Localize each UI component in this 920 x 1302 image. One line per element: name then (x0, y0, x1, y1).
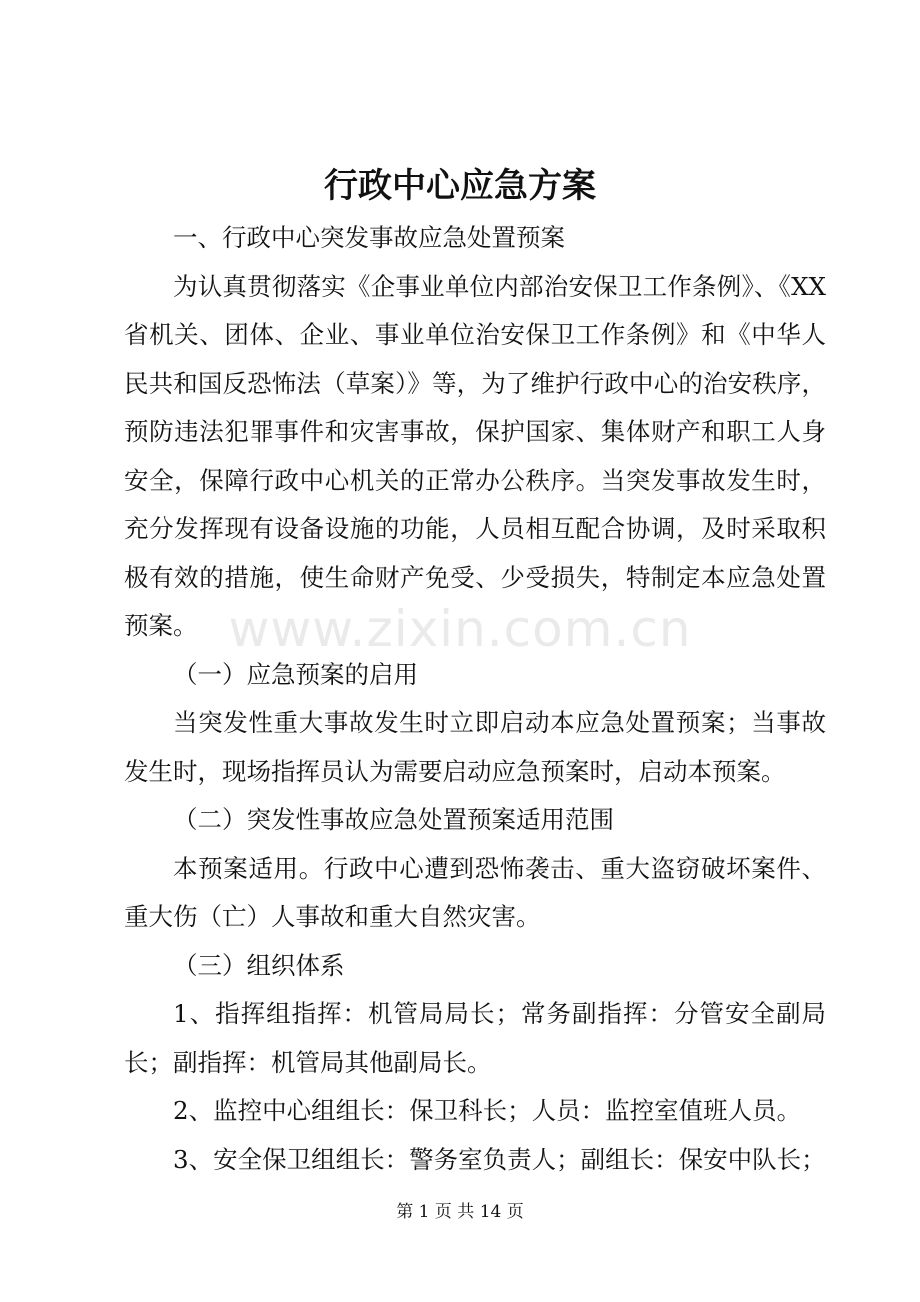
list-item: 1、指挥组指挥：机管局局长；常务副指挥：分管安全副局长；副指挥：机管局其他副局长。 (124, 999, 826, 1077)
section-heading: 一、行政中心突发事故应急处置预案 (173, 223, 565, 252)
body-paragraph: 当突发性重大事故发生时立即启动本应急处置预案；当事故发生时，现场指挥员认为需要启动应急预案时，启动本预案。 (124, 708, 826, 786)
body-paragraph: 本预案适用。行政中心遭到恐怖袭击、重大盗窃破坏案件、重大伤（亡）人事故和重大自然灾害。 (124, 853, 826, 931)
list-item: 3、安全保卫组组长：警务室负责人；副组长：保安中队长； (173, 1144, 826, 1174)
body-paragraph: 为认真贯彻落实《企事业单位内部治安保卫工作条例》、《XX省机关、团体、企业、事业单位治安保卫工作条例》和《中华人民共和国反恐怖法（草案）》等，为了维护行政中心的治安秩序，预防违法犯罪事件和灾害事故，保护国家、集体财产和职工人身安全，保障行政中心机关的正常办公秩序。当突发事故发生时，充分发挥现有设备设施的功能，人员相互配合协调，及时采取积极有效的措施，使生命财产免受、少受损失，特制定本应急处置预案。 (124, 271, 826, 640)
subsection-heading: （三）组织体系 (173, 950, 345, 980)
list-item: 2、监控中心组组长：保卫科长；人员：监控室值班人员。 (173, 1096, 802, 1125)
page-footer: 第 1 页 共 14 页 (396, 1202, 524, 1222)
watermark: www.zixin.com.cn (228, 600, 692, 658)
subsection-heading: （二）突发性事故应急处置预案适用范围 (173, 805, 614, 834)
subsection-heading: （一）应急预案的启用 (173, 659, 418, 689)
document-body (124, 214, 826, 1184)
document-title: 行政中心应急方案 (324, 166, 596, 206)
